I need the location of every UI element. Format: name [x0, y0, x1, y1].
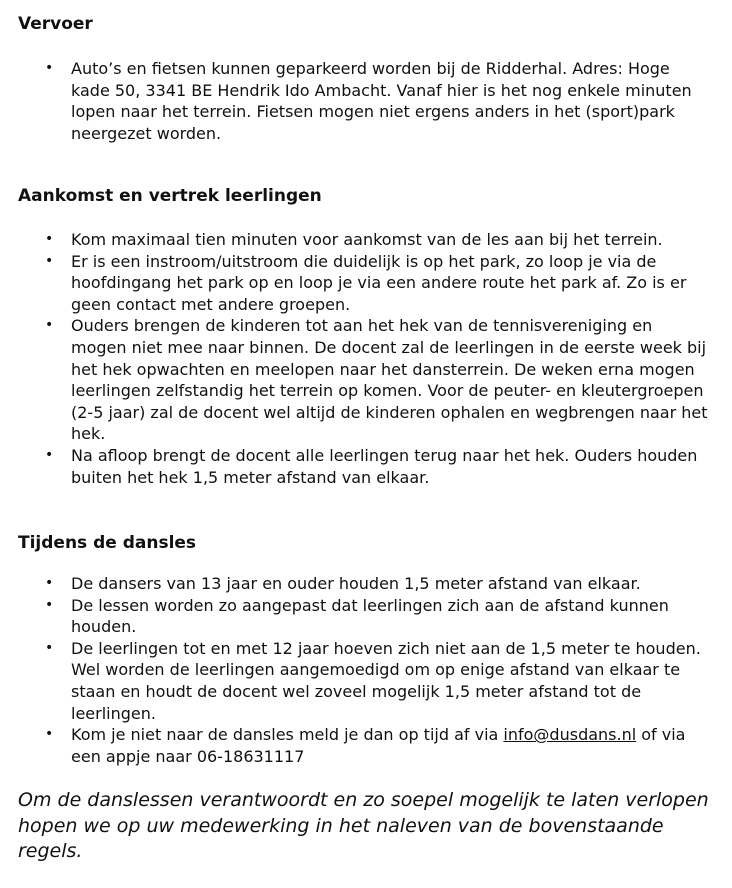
section-tijdens — [18, 532, 708, 767]
list-aankomst — [18, 229, 708, 488]
list-item — [18, 573, 708, 595]
bullet-icon: • — [45, 446, 54, 463]
bullet-icon: • — [45, 596, 54, 613]
heading-aankomst: Aankomst en vertrek leerlingen — [18, 186, 322, 206]
list-item — [18, 445, 708, 488]
list-item — [18, 58, 708, 144]
list-tijdens — [18, 573, 708, 767]
list-item-text: De lessen worden zo aangepast dat leerlingen zich aan de afstand kunnen houden. — [71, 595, 669, 637]
list-item-text: Auto’s en fietsen kunnen geparkeerd worden bij de Ridderhal. Adres: Hoge kade 50, 3341 BE Hendrik Ido Ambacht. Vanaf hier is het nog enkele minuten lopen naar het terrein. Fietsen mogen niet ergens anders in het (sport)park neergezet worden. — [71, 59, 692, 143]
bullet-icon: • — [45, 575, 54, 591]
bullet-icon: • — [45, 60, 54, 76]
list-item-text: Na afloop brengt de docent alle leerlingen terug naar het hek. Ouders houden buiten het hek 1,5 meter afstand van elkaar. — [71, 445, 698, 487]
list-item — [18, 251, 708, 316]
list-item-text-before: Kom je niet naar de dansles meld je dan op tijd af via — [71, 725, 504, 745]
closing-paragraph: Om de danslessen verantwoordt en zo soepel mogelijk te laten verlopen hopen we op uw medewerking in het naleven van de bovenstaande regels. — [18, 789, 709, 862]
heading-tijdens: Tijdens de dansles — [18, 533, 197, 553]
bullet-icon: • — [45, 726, 54, 743]
list-item — [18, 595, 708, 638]
bullet-icon: • — [45, 231, 54, 247]
list-item-text: De dansers van 13 jaar en ouder houden 1,5 meter afstand van elkaar. — [71, 574, 641, 593]
section-aankomst — [18, 185, 708, 488]
list-vervoer — [18, 58, 708, 144]
section-vervoer — [18, 13, 708, 144]
list-item-text: Kom maximaal tien minuten voor aankomst van de les aan bij het terrein. — [71, 230, 663, 249]
list-item — [18, 315, 708, 445]
bullet-icon: • — [45, 317, 54, 334]
email-link[interactable]: info@dusdans.nl — [503, 725, 637, 745]
list-item-text: Er is een instroom/uitstroom die duidelijk is op het park, zo loop je via de hoofdingang het park op en loop je via een andere route het park af. Zo is er geen contact met andere groepen. — [71, 251, 687, 314]
list-item-text-after: of via een appje naar 06-18631117 — [71, 725, 686, 766]
heading-vervoer: Vervoer — [18, 14, 93, 34]
list-item-text: De leerlingen tot en met 12 jaar hoeven zich niet aan de 1,5 meter te houden. Wel worden de leerlingen aangemoedigd om op enige afstand van elkaar te staan en houdt de docent wel zoveel mogelijk 1,5 meter afstand tot de leerlingen. — [71, 638, 701, 723]
bullet-icon: • — [45, 639, 54, 656]
list-item-text: Ouders brengen de kinderen tot aan het hek van de tennisvereniging en mogen niet mee naar binnen. De docent zal de leerlingen in de eerste week bij het hek opwachten en meelopen naar het dansterrein. De weken erna mogen leerlingen zelfstandig het terrein op komen. Voor de peuter- en kleutergroepen (2-5 jaar) zal de docent wel altijd de kinderen ophalen en wegbrengen naar het hek. — [71, 316, 708, 444]
list-item — [18, 638, 708, 724]
list-item — [18, 229, 708, 251]
bullet-icon: • — [45, 252, 54, 269]
list-item — [18, 724, 708, 767]
